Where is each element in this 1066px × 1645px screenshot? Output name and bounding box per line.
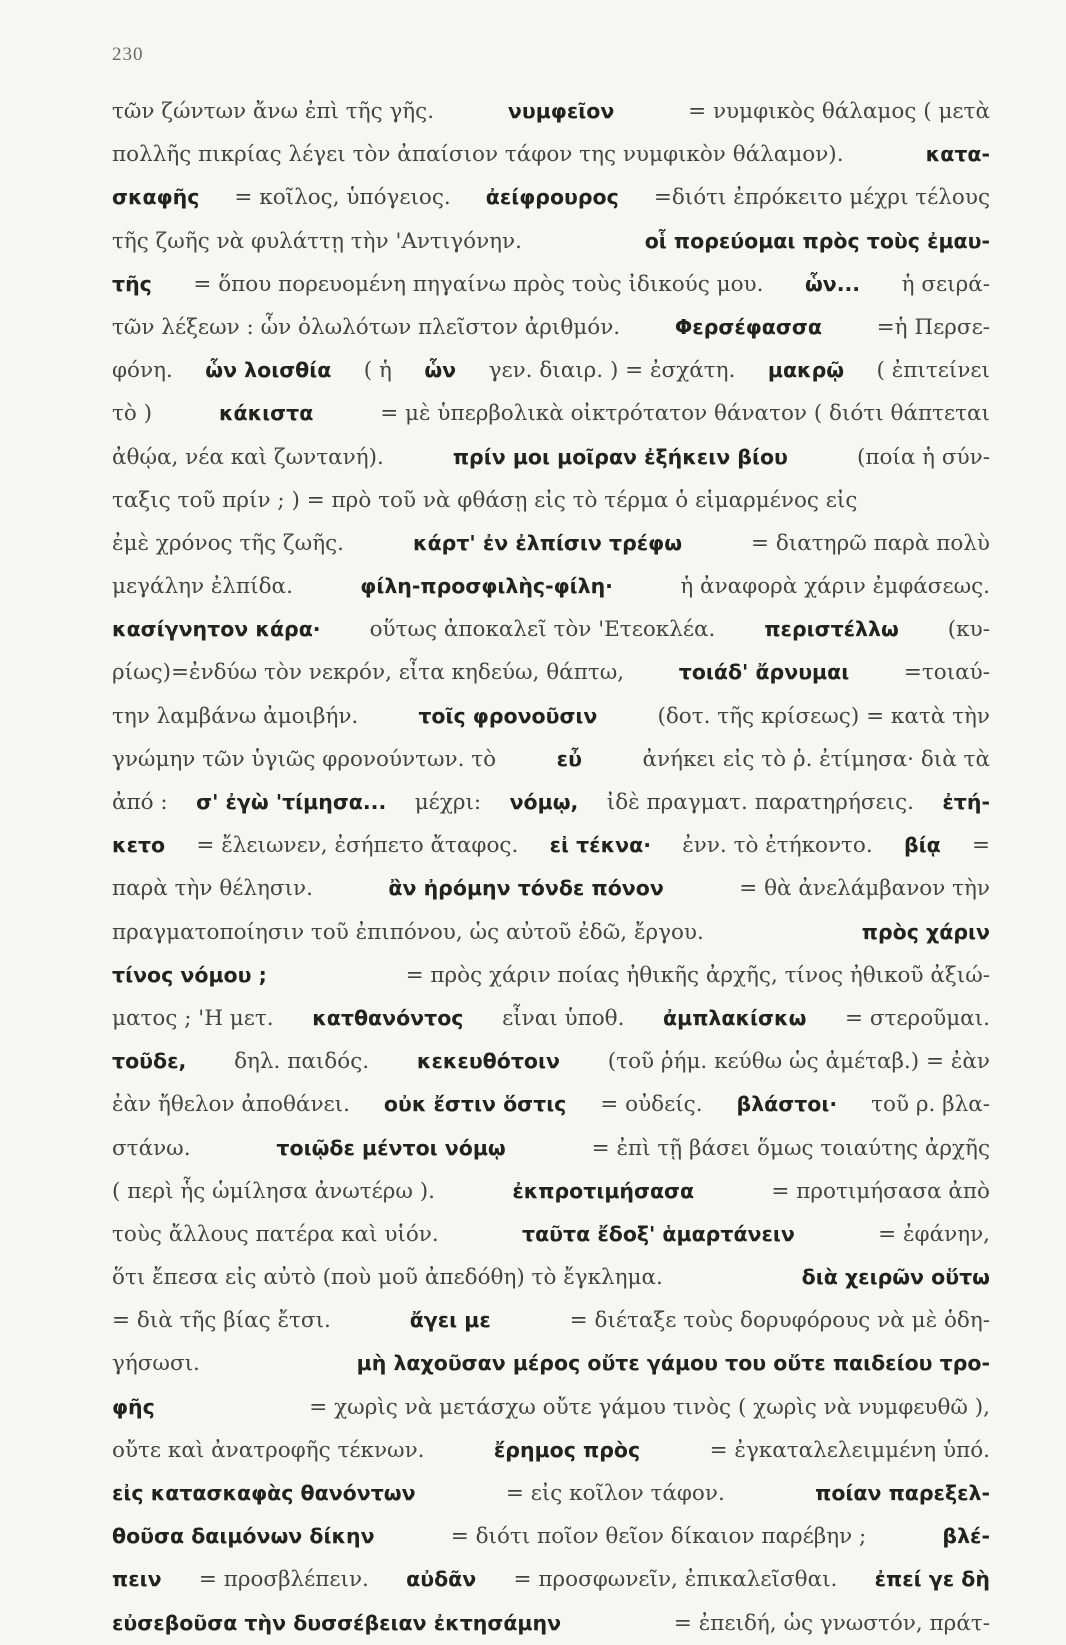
gloss-text: = προτιμήσασα ἀπὸ [771, 1178, 990, 1204]
gloss-text: ἐνν. τὸ ἐτήκοντο. [682, 833, 873, 859]
gloss-text: = οὐδείς. [600, 1092, 703, 1118]
text-line [112, 1515, 990, 1558]
lemma-term: ἀμπλακίσκω [663, 1005, 807, 1030]
text-line [112, 1558, 990, 1601]
text-line [112, 565, 990, 608]
gloss-text: γήσωσι. [112, 1351, 200, 1377]
lemma-term: ὧν λοισθία [205, 358, 332, 383]
text-line [112, 1429, 990, 1472]
text-line [112, 220, 990, 263]
text-line [112, 824, 990, 867]
lemma-term: εὖ [556, 746, 582, 771]
gloss-text: ἀπό : [112, 790, 168, 815]
lemma-term: ἐτή- [942, 790, 990, 814]
gloss-text: την λαμβάνω ἀμοιβήν. [112, 703, 359, 729]
gloss-text: = μὲ ὑπερβολικὰ οἰκτρότατον θάνατον ( διότι θάπτεται [380, 401, 990, 427]
gloss-text: =διότι ἐπρόκειτο μέχρι τέλους [653, 185, 990, 211]
lemma-term: πρίν μοι μοῖραν ἐξήκειν βίου [452, 444, 788, 469]
text-line [112, 954, 990, 997]
lemma-term: κάρτ' ἐν ἐλπίσιν τρέφω [413, 530, 683, 555]
text-line [112, 1602, 990, 1645]
lemma-term: τοιάδ' ἄρνυμαι [678, 660, 850, 685]
lemma-term: σ' ἐγὼ 'τίμησα... [196, 790, 387, 814]
lemma-term: ἂν ἠρόμην τόνδε πόνον [388, 876, 664, 901]
lemma-term: θοῦσα δαιμόνων δίκην [112, 1524, 375, 1549]
text-line [112, 651, 990, 694]
text-line [112, 1083, 990, 1126]
lemma-term: μὴ λαχοῦσαν μέρος οὔτε γάμου του οὔτε παιδείου τρο- [356, 1351, 990, 1376]
lemma-term: περιστέλλω [764, 617, 899, 642]
text-line [112, 392, 990, 435]
lemma-term: πρὸς χάριν [861, 919, 990, 944]
text-line [112, 436, 990, 479]
lemma-term: οὐκ ἔστιν ὅστις [383, 1092, 567, 1117]
lemma-term: κατα- [925, 142, 990, 167]
gloss-text: γνώμην τῶν ὑγιῶς φρονούντων. τὸ [112, 746, 497, 772]
gloss-text: = προσφωνεῖν, ἐπικαλεῖσθαι. [513, 1567, 838, 1593]
gloss-text: τοὺς ἄλλους πατέρα καὶ υἱόν. [112, 1221, 439, 1247]
gloss-text: ἀθῴα, νέα καὶ ζωντανή). [112, 444, 384, 470]
text-line [112, 1127, 990, 1170]
gloss-text: ὅτι ἔπεσα εἰς αὐτὸ (ποὺ μοῦ ἀπεδόθη) τὸ ἔγκλημα. [112, 1265, 663, 1291]
gloss-text: γεν. διαιρ. ) = ἐσχάτη. [488, 358, 736, 384]
text-line [112, 1386, 990, 1429]
lemma-term: αὐδᾶν [406, 1567, 477, 1592]
lemma-term: ὧν [424, 358, 457, 383]
gloss-text: = ἐγκαταλελειμμένη ὑπό. [709, 1437, 990, 1463]
gloss-text: ἐμὲ χρόνος τῆς ζωῆς. [112, 530, 344, 556]
lemma-term: τίνος νόμου ; [112, 962, 267, 987]
lemma-term: κατθανόντος [312, 1005, 464, 1030]
gloss-text: ἐὰν ἤθελον ἀποθάνει. [112, 1092, 350, 1118]
lemma-term: νόμῳ, [509, 790, 579, 814]
gloss-text: πολλῆς πικρίας λέγει τὸν ἀπαίσιον τάφον της νυμφικὸν θάλαμον). [112, 142, 844, 168]
lemma-term: κεκευθότοιν [416, 1049, 560, 1074]
gloss-text: = χωρὶς νὰ μετάσχω οὔτε γάμου τινὸς ( χωρὶς νὰ νυμφευθῶ ), [309, 1394, 990, 1420]
gloss-text: = ὅπου πορευομένη πηγαίνω πρὸς τοὺς ἰδικούς μου. [193, 271, 764, 297]
text-line [112, 1170, 990, 1213]
gloss-text: στάνω. [112, 1135, 191, 1161]
gloss-text: φόνη. [112, 358, 173, 384]
gloss-text: (τοῦ ῥήμ. κεύθω ὡς ἀμέταβ.) = ἐὰν [607, 1049, 990, 1075]
gloss-text: (δοτ. τῆς κρίσεως) = κατὰ τὴν [657, 703, 990, 729]
gloss-text: μεγάλην ἐλπίδα. [112, 574, 293, 600]
text-line [112, 608, 990, 651]
gloss-text: = θὰ ἀνελάμβανον τὴν [739, 876, 990, 902]
lemma-term: τῆς [112, 271, 152, 296]
gloss-text: ματος ; 'Η μετ. [112, 1005, 274, 1031]
gloss-text: ( ἡ [363, 358, 392, 384]
gloss-text: μέχρι: [414, 790, 482, 815]
text-line [112, 1213, 990, 1256]
lemma-term: ἀείφρουρος [485, 185, 619, 210]
gloss-text: δηλ. παιδός. [234, 1049, 370, 1075]
lemma-term: μακρῷ [767, 358, 845, 383]
text-line [112, 522, 990, 565]
gloss-text: τὸ ) [112, 401, 153, 427]
lemma-term: ἐκπροτιμήσασα [512, 1178, 695, 1203]
gloss-text: ἡ ἀναφορὰ χάριν ἐμφάσεως. [680, 574, 990, 600]
gloss-text: = νυμφικὸς θάλαμος ( μετὰ [688, 99, 990, 124]
lemma-term: φῆς [112, 1394, 155, 1419]
text-line [112, 90, 990, 133]
lemma-term: πειν [112, 1567, 162, 1592]
lemma-term: ἐπεί γε δὴ [874, 1567, 990, 1592]
text-line [112, 1342, 990, 1385]
gloss-text: εἶναι ὑποθ. [502, 1005, 625, 1031]
page-number: 230 [112, 44, 144, 65]
gloss-text: ταξις τοῦ πρίν ; ) = πρὸ τοῦ νὰ φθάσῃ εἰς τὸ τέρμα ὁ εἱμαρμένος εἰς [112, 487, 858, 513]
lemma-term: οἷ πορεύομαι πρὸς τοὺς ἐμαυ- [644, 228, 990, 253]
lemma-term: σκαφῆς [112, 185, 200, 210]
gloss-text: = [971, 833, 990, 859]
gloss-text: ρίως)=ἐνδύω τὸν νεκρόν, εἶτα κηδεύω, θάπτω, [112, 660, 625, 686]
text-line [112, 133, 990, 176]
gloss-text: τῆς ζωῆς νὰ φυλάττῃ τὴν 'Αντιγόνην. [112, 228, 522, 254]
text-line [112, 176, 990, 219]
text-line [112, 738, 990, 781]
gloss-text: =ἡ Περσε- [876, 314, 990, 340]
gloss-text: (ποία ἡ σύν- [856, 444, 990, 470]
gloss-text: = ἔλειωνεν, ἐσήπετο ἄταφος. [196, 833, 519, 859]
lemma-term: διὰ χειρῶν οὕτω [801, 1265, 990, 1290]
text-line [112, 306, 990, 349]
gloss-text: ἀνήκει εἰς τὸ ῥ. ἐτίμησα· διὰ τὰ [642, 746, 990, 772]
text-line [112, 781, 990, 824]
lemma-term: τοῖς φρονοῦσιν [418, 703, 598, 728]
gloss-text: = πρὸς χάριν ποίας ἠθικῆς ἀρχῆς, τίνος ἠθικοῦ ἀξιώ- [405, 962, 990, 988]
lemma-term: κασίγνητον κάρα· [112, 617, 321, 642]
lemma-term: βλέ- [942, 1524, 990, 1549]
gloss-text: = διατηρῶ παρὰ πολὺ [751, 530, 990, 556]
gloss-text: ( ἐπιτείνει [876, 358, 990, 384]
gloss-text: τῶν λέξεων : ὧν ὀλωλότων πλεῖστον ἀριθμόν. [112, 314, 621, 340]
gloss-text: ἡ σειρά- [901, 271, 990, 297]
lemma-term: νυμφεῖον [507, 99, 615, 123]
text-line [112, 1040, 990, 1083]
text-line [112, 1472, 990, 1515]
gloss-text: τοῦ ρ. βλα- [871, 1092, 990, 1118]
text-line [112, 867, 990, 910]
gloss-text: = ἐπειδή, ὡς γνωστόν, πράτ- [673, 1610, 990, 1636]
lemma-term: ὧν... [804, 271, 861, 296]
gloss-text: = διέταξε τοὺς δορυφόρους νὰ μὲ ὁδη- [569, 1308, 990, 1334]
lemma-term: ποίαν παρεξελ- [815, 1481, 990, 1505]
gloss-text: = ἐπὶ τῇ βάσει ὅμως τοιαύτης ἀρχῆς [591, 1135, 990, 1161]
lemma-term: βλάστοι· [736, 1092, 838, 1117]
lemma-term: εὐσεβοῦσα τὴν δυσσέβειαν ἐκτησάμην [112, 1610, 562, 1635]
gloss-text: οὕτως ἀποκαλεῖ τὸν 'Ετεοκλέα. [369, 617, 716, 643]
gloss-text: ἰδὲ πραγματ. παρατηρήσεις. [606, 790, 914, 815]
text-line [112, 349, 990, 392]
lemma-term: ἔρημος πρὸς [493, 1437, 641, 1462]
lemma-term: εἰς κατασκαφὰς θανόντων [112, 1481, 416, 1505]
lemma-term: Φερσέφασσα [674, 314, 822, 339]
lemma-term: τοῦδε, [112, 1049, 187, 1074]
gloss-text: παρὰ τὴν θέλησιν. [112, 876, 313, 902]
text-line [112, 1299, 990, 1342]
gloss-text: τῶν ζώντων ἄνω ἐπὶ τῆς γῆς. [112, 99, 435, 124]
gloss-text: = κοῖλος, ὑπόγειος. [234, 185, 451, 211]
gloss-text: (κυ- [947, 617, 990, 643]
text-line [112, 1256, 990, 1299]
gloss-text: πραγματοποίησιν τοῦ ἐπιπόνου, ὡς αὐτοῦ ἐδῶ, ἔργου. [112, 919, 704, 945]
lemma-term: εἰ τέκνα· [549, 833, 651, 858]
text-line [112, 263, 990, 306]
lemma-term: κετο [112, 833, 166, 858]
gloss-text: = διὰ τῆς βίας ἔτσι. [112, 1308, 331, 1334]
text-line [112, 997, 990, 1040]
text-line [112, 479, 990, 522]
gloss-text: = διότι ποῖον θεῖον δίκαιον παρέβην ; [450, 1524, 867, 1550]
lemma-term: ἄγει με [409, 1308, 491, 1333]
commentary-text-body [112, 90, 990, 1645]
text-line [112, 911, 990, 954]
text-line [112, 695, 990, 738]
lemma-term: κάκιστα [218, 401, 314, 426]
lemma-term: τοιῷδε μέντοι νόμῳ [276, 1135, 506, 1160]
gloss-text: = στεροῦμαι. [845, 1005, 990, 1031]
gloss-text: = ἐφάνην, [878, 1221, 990, 1247]
gloss-text: ( περὶ ἧς ὡμίλησα ἀνωτέρω ). [112, 1178, 436, 1204]
gloss-text: = εἰς κοῖλον τάφον. [505, 1481, 725, 1506]
lemma-term: φίλη-προσφιλὴς-φίλη· [360, 574, 613, 599]
gloss-text: =τοιαύ- [903, 660, 990, 686]
lemma-term: ταῦτα ἔδοξ' ἁμαρτάνειν [522, 1221, 795, 1246]
lemma-term: βίᾳ [903, 833, 941, 858]
gloss-text: = προσβλέπειν. [198, 1567, 369, 1593]
gloss-text: οὔτε καὶ ἀνατροφῆς τέκνων. [112, 1437, 425, 1463]
